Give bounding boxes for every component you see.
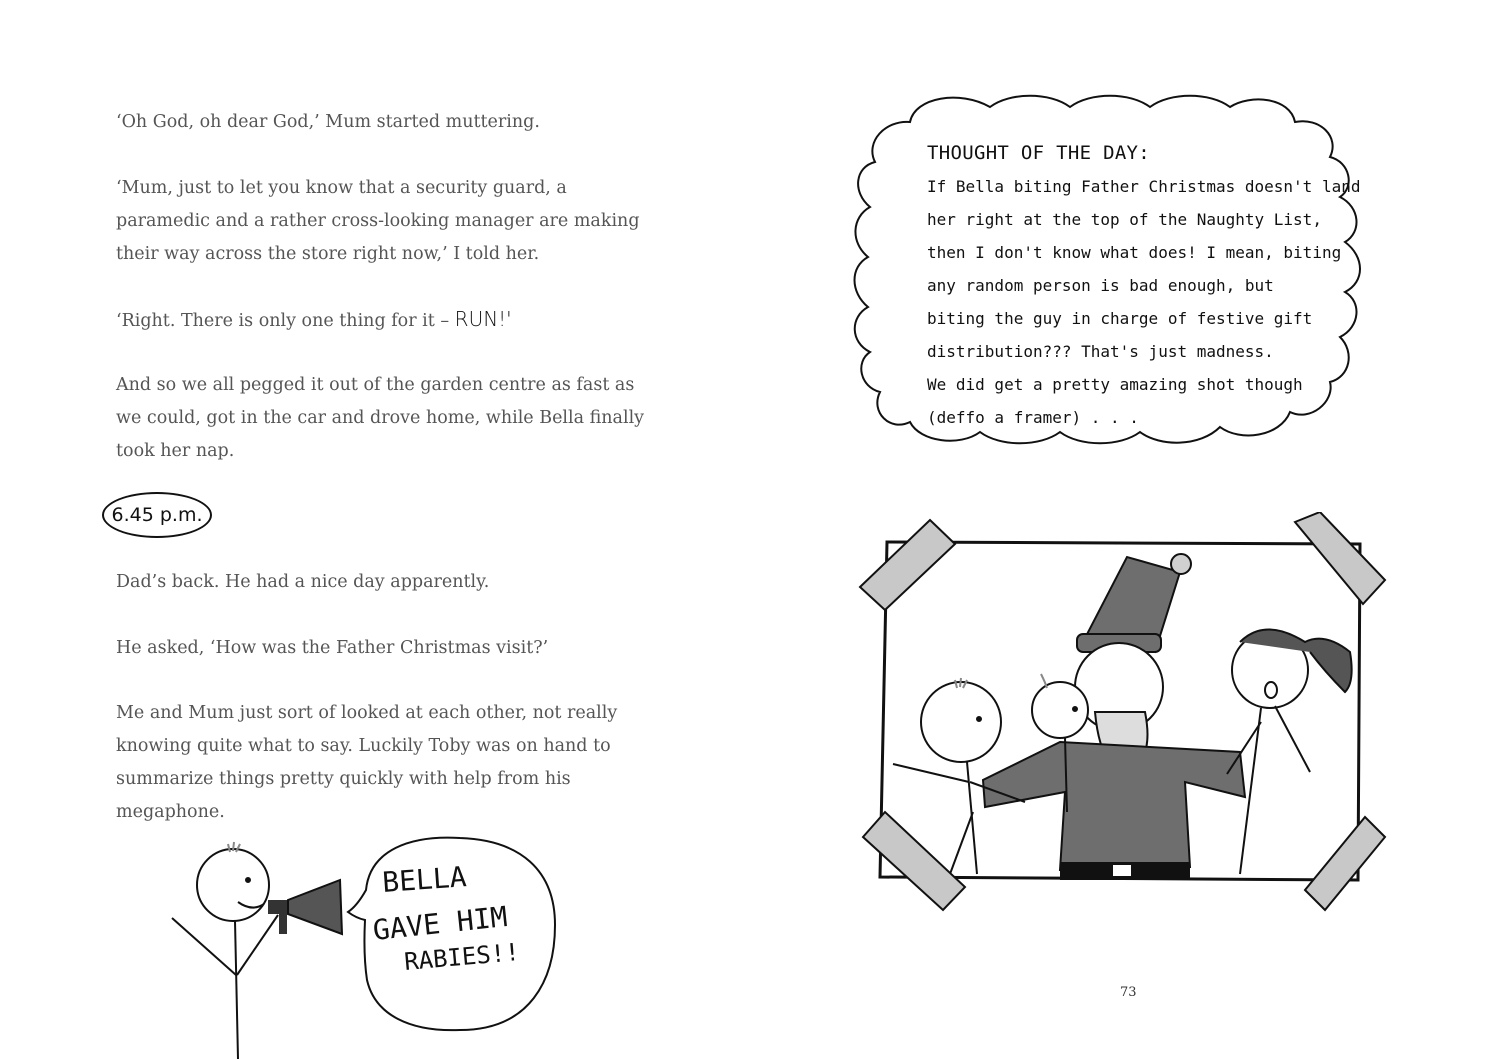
- thought-of-the-day: [927, 138, 1361, 434]
- thought-line: then I don't know what does! I mean, biting: [927, 243, 1342, 262]
- paragraph-megaphone: Me and Mum just sort of looked at each other, not really knowing quite what to say. Luckily Toby was on hand to summarize things pretty quickly with help from his megaphone.: [116, 703, 618, 822]
- paragraph-security-guard: ‘Mum, just to let you know that a security guard, a paramedic and a rather cross-looking manager are making their way across the store right now,’ I told her.: [116, 178, 640, 264]
- run-exclamation: RUN!': [454, 307, 512, 331]
- page-number: 73: [1120, 985, 1137, 1000]
- thought-line: distribution??? That's just madness.: [927, 342, 1274, 361]
- thought-line: We did get a pretty amazing shot though: [927, 375, 1303, 394]
- paragraph-mum-muttering: ‘Oh God, oh dear God,’ Mum started muttering.: [116, 112, 540, 132]
- paragraph-run: [116, 303, 656, 338]
- thought-title: THOUGHT OF THE DAY:: [927, 142, 1151, 164]
- thought-line: her right at the top of the Naughty List,: [927, 210, 1322, 229]
- speech-line-1: BELLA: [381, 860, 468, 899]
- run-lead-text: ‘Right. There is only one thing for it –: [116, 311, 450, 331]
- speech-line-2: GAVE HIM: [371, 900, 509, 947]
- thought-line: If Bella biting Father Christmas doesn't land: [927, 177, 1361, 196]
- paragraph-garden-centre: And so we all pegged it out of the garden centre as fast as we could, got in the car and drove home, while Bella finally took her nap.: [116, 375, 645, 461]
- thought-line: any random person is bad enough, but: [927, 276, 1274, 295]
- paragraph-dads-back: Dad’s back. He had a nice day apparently.: [116, 572, 490, 592]
- toby-megaphone-illustration: [160, 830, 580, 1059]
- paragraph-dad-asked: He asked, ‘How was the Father Christmas visit?’: [116, 638, 549, 658]
- speech-line-3: RABIES!!: [403, 938, 521, 976]
- time-label: 6.45 p.m.: [111, 504, 203, 526]
- thought-line: (deffo a framer) . . .: [927, 408, 1139, 427]
- thought-line: biting the guy in charge of festive gift: [927, 309, 1313, 328]
- time-bubble: [102, 492, 212, 538]
- santa-photo-illustration: [855, 512, 1390, 912]
- megaphone-icon: [268, 880, 342, 934]
- toby-figure: [172, 842, 278, 1059]
